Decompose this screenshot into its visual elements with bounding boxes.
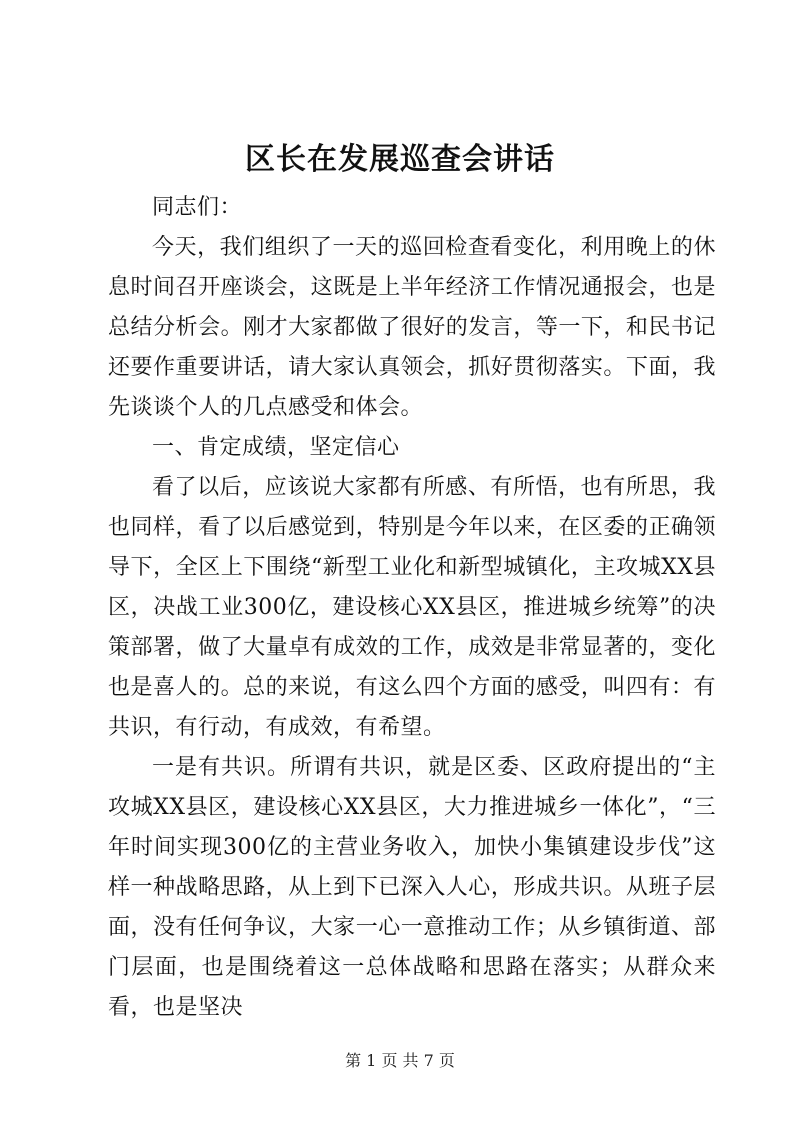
document-body bbox=[108, 188, 716, 1028]
page-footer: 第 1 页 共 7 页 bbox=[345, 1051, 455, 1070]
body-paragraph: 看了以后，应该说大家都有所感、有所悟，也有所思，我也同样，看了以后感觉到，特别是今年以来，在区委的正确领导下，全区上下围绕“新型工业化和新型城镇化，主攻城XX县区，决战工业300亿，建设核心XX县区，推进城乡统筹”的决策部署，做了大量卓有成效的工作，成效是非常显著的，变化也是喜人的。总的来说，有这么四个方面的感受，叫四有：有共识，有行动，有成效，有希望。 bbox=[108, 475, 716, 740]
document-title: 区长在发展巡查会讲话 bbox=[245, 142, 555, 177]
section-heading: 一、肯定成绩，坚定信心 bbox=[152, 435, 400, 460]
body-paragraph: 一是有共识。所谓有共识，就是区委、区政府提出的“主攻城XX县区，建设核心XX县区，大力推进城乡一体化”，“三年时间实现300亿的主营业务收入，加快小集镇建设步伐”这样一种战略思路，从上到下已深入人心，形成共识。从班子层面，没有任何争议，大家一心一意推动工作；从乡镇街道、部门层面，也是围绕着这一总体战略和思路在落实；从群众来看，也是坚决 bbox=[108, 755, 716, 1020]
salutation-paragraph: 同志们： bbox=[152, 195, 243, 220]
opening-paragraph: 今天，我们组织了一天的巡回检查看变化，利用晚上的休息时间召开座谈会，这既是上半年经济工作情况通报会，也是总结分析会。刚才大家都做了很好的发言，等一下，和民书记还要作重要讲话，请大家认真领会，抓好贯彻落实。下面，我先谈谈个人的几点感受和体会。 bbox=[108, 235, 716, 420]
